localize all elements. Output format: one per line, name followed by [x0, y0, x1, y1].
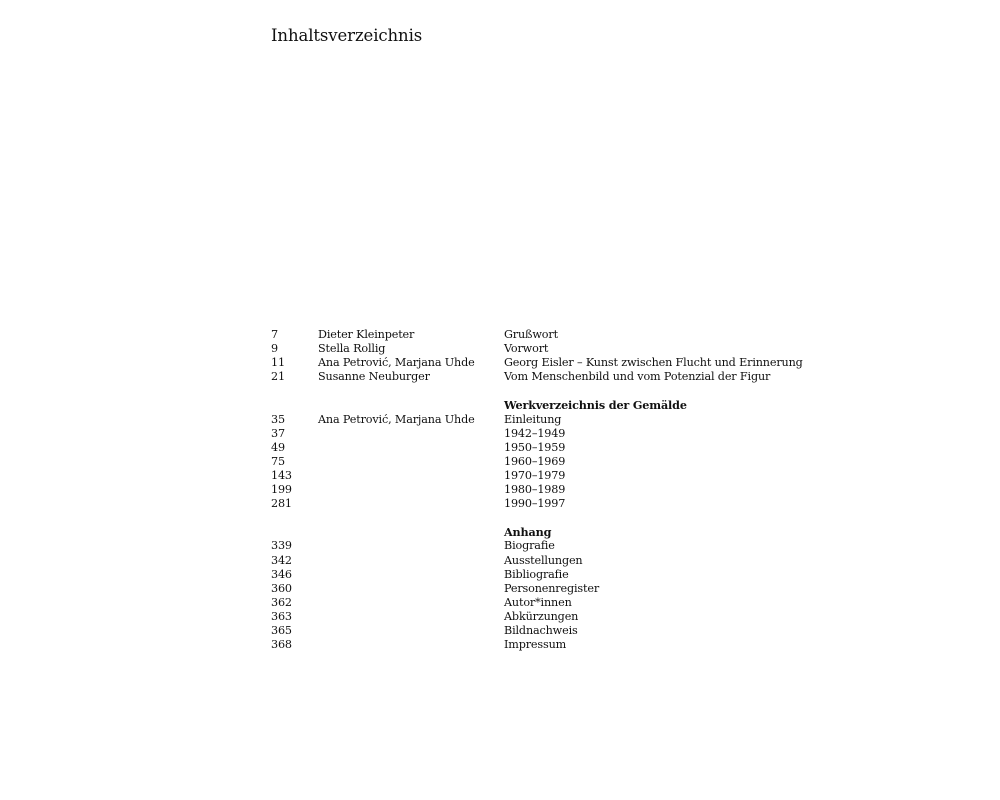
- toc-entry-grusswort: [271, 328, 831, 342]
- toc-title: Georg Eisler – Kunst zwischen Flucht und Erinnerung: [504, 356, 803, 370]
- toc-page-number: 37: [271, 426, 285, 440]
- toc-title: Bibliografie: [504, 567, 569, 581]
- toc-entry-ausstellungen: [271, 554, 831, 568]
- toc-title: Vom Menschenbild und vom Potenzial der Figur: [504, 370, 771, 384]
- section-heading-anhang: [271, 525, 831, 539]
- section-spacer: [271, 384, 831, 398]
- toc-author: Susanne Neuburger: [318, 370, 430, 384]
- toc-page-number: 9: [271, 342, 278, 356]
- toc-entry-autorinnen: [271, 596, 831, 610]
- toc-title: Personenregister: [504, 581, 600, 595]
- toc-page-number: 360: [271, 581, 292, 595]
- toc-page-number: 363: [271, 609, 292, 623]
- toc-entry-impressum: [271, 638, 831, 652]
- toc-entry-1970-1979: [271, 469, 831, 483]
- toc-page-number: 21: [271, 370, 285, 384]
- toc-author: Stella Rollig: [318, 342, 386, 356]
- toc-title: Bildnachweis: [504, 623, 578, 637]
- toc-page-number: 35: [271, 412, 285, 426]
- toc-page-number: 362: [271, 595, 292, 609]
- toc-title: 1980–1989: [504, 483, 566, 497]
- toc-page-number: 339: [271, 539, 292, 553]
- toc-title: Autor*innen: [504, 595, 572, 609]
- toc-entry-einleitung: [271, 413, 831, 427]
- section-heading: Werkverzeichnis der Gemälde: [504, 398, 687, 413]
- toc-page-number: 49: [271, 440, 285, 454]
- toc-title: 1942–1949: [504, 426, 566, 440]
- toc-entry-bibliografie: [271, 568, 831, 582]
- toc-page-number: 199: [271, 483, 292, 497]
- toc-entry-1960-1969: [271, 455, 831, 469]
- toc-entry-biografie: [271, 539, 831, 553]
- toc-entry-menschenbild: [271, 370, 831, 384]
- toc-page-number: 7: [271, 328, 278, 341]
- toc-title: 1970–1979: [504, 468, 566, 482]
- toc-page-number: 368: [271, 638, 292, 652]
- toc-entry-abkuerzungen: [271, 610, 831, 624]
- toc-entry-1990-1997: [271, 497, 831, 511]
- section-heading: Anhang: [504, 525, 552, 540]
- toc-title: Abkürzungen: [504, 609, 579, 623]
- toc-title: Biografie: [504, 539, 555, 553]
- toc-title: 1950–1959: [504, 440, 566, 454]
- toc-title: Grußwort: [504, 328, 558, 341]
- toc-page-number: 75: [271, 454, 285, 468]
- toc-title: Impressum: [504, 638, 567, 652]
- toc-title: Vorwort: [504, 342, 549, 356]
- toc-entry-vorwort: [271, 342, 831, 356]
- toc-entry-personenregister: [271, 582, 831, 596]
- toc-title: Ausstellungen: [504, 553, 583, 567]
- section-spacer: [271, 511, 831, 525]
- toc-entry-kunst-zwischen-flucht: [271, 356, 831, 370]
- toc-entry-bildnachweis: [271, 624, 831, 638]
- toc-author: Dieter Kleinpeter: [318, 328, 415, 341]
- toc-entry-1950-1959: [271, 441, 831, 455]
- toc-title: 1960–1969: [504, 454, 566, 468]
- toc-title: Einleitung: [504, 412, 562, 426]
- toc-page-number: 281: [271, 497, 292, 511]
- table-of-contents: [271, 328, 831, 652]
- toc-title: 1990–1997: [504, 497, 566, 511]
- toc-page-number: 365: [271, 623, 292, 637]
- toc-page-number: 143: [271, 468, 292, 482]
- toc-page-number: 346: [271, 567, 292, 581]
- toc-entry-1942-1949: [271, 427, 831, 441]
- page-title: Inhaltsverzeichnis: [271, 26, 423, 46]
- toc-page-number: 11: [271, 356, 285, 370]
- toc-entry-1980-1989: [271, 483, 831, 497]
- toc-author: Ana Petrović, Marjana Uhde: [318, 356, 475, 370]
- toc-author: Ana Petrović, Marjana Uhde: [318, 412, 475, 426]
- section-heading-werkverzeichnis: [271, 398, 831, 412]
- toc-page-number: 342: [271, 553, 292, 567]
